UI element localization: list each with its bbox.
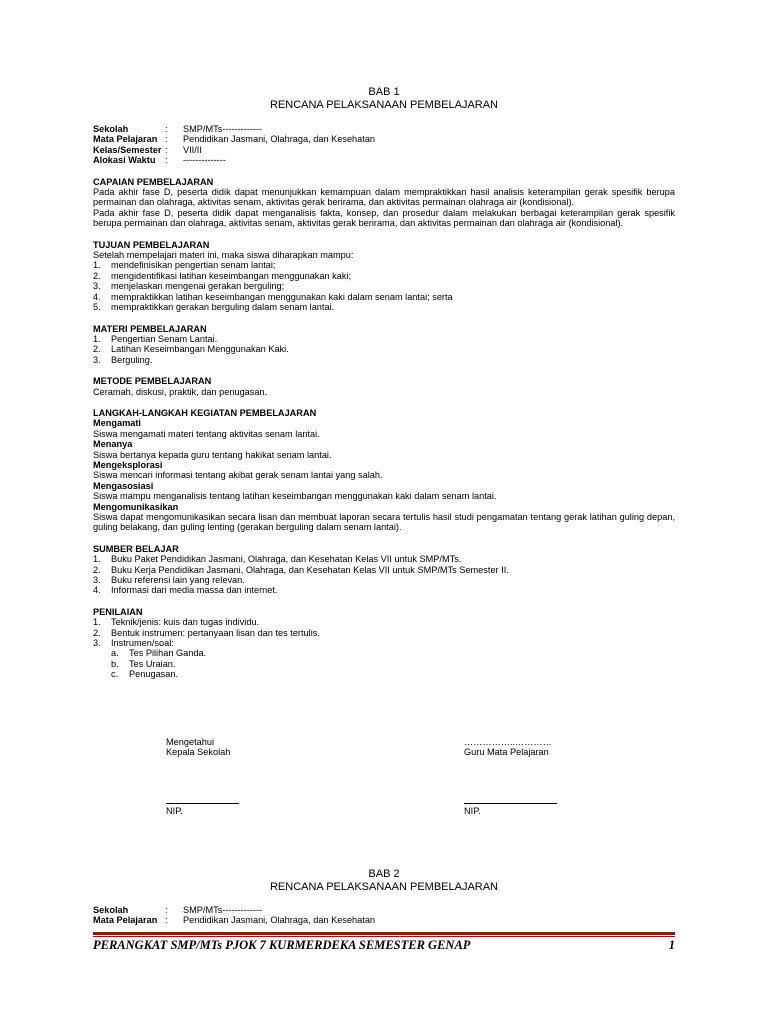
signature-right: ……………..………… Guru Mata Pelajaran xyxy=(464,737,552,758)
paragraph: Setelah mempelajari materi ini, maka siswa diharapkan mampu: xyxy=(93,250,354,261)
chapter-number: BAB 1 xyxy=(368,86,400,98)
footer-rule xyxy=(93,932,675,935)
section-heading: TUJUAN PEMBELAJARAN xyxy=(93,239,210,250)
numbered-list xyxy=(93,554,675,596)
section-penilaian xyxy=(93,607,675,680)
step-text: Siswa dapat mengomunikasikan secara lisan dan membuat laporan secara tertulis hasil studi pengamatan tentang gerak latihan guling depan, guling belakang, dan guling lenting (gerakan berguling dalam senam lantai). xyxy=(93,512,675,533)
section-langkah xyxy=(93,408,675,533)
list-item: 5. mempraktikkan gerakan berguling dalam senam lantai. xyxy=(93,302,335,313)
list-item: 3. Berguling. xyxy=(93,354,153,365)
signature-line-left xyxy=(166,803,239,804)
info-row: Mata Pelajaran : Pendidikan Jasmani, Olahraga, dan Kesehatan xyxy=(93,915,376,926)
signature-left: Mengetahui Kepala Sekolah xyxy=(166,737,231,758)
section-heading: MATERI PEMBELAJARAN xyxy=(93,323,207,334)
list-item: 4. Informasi dari media massa dan internet. xyxy=(93,585,278,596)
paragraph: Ceramah, diskusi, praktik, dan penugasan. xyxy=(93,386,268,397)
list-item: a. Tes Pilihan Ganda. xyxy=(111,648,207,659)
section-materi xyxy=(93,324,675,366)
page-footer xyxy=(93,938,675,953)
step-heading: Mengasosiasi xyxy=(93,480,154,491)
list-item: 1. Buku Paket Pendidikan Jasmani, Olahraga, dan Kesehatan Kelas VII untuk SMP/MTs. xyxy=(93,554,462,565)
section-heading: SUMBER BELAJAR xyxy=(93,543,179,554)
paragraph: Pada akhir fase D, peserta didik dapat menganalisis fakta, konsep, dan prosedur dalam melakukan berbagai keterampilan gerak spesifik berupa permainan dan olahraga, aktivitas senam, aktivitas gerak berirama, dan aktivitas permainan dan olahraga air (kondisional). xyxy=(93,207,675,229)
list-item: 2. mengidentifikasi latihan keseimbangan menggunakan kaki; xyxy=(93,270,352,281)
footer-title: PERANGKAT SMP/MTs PJOK 7 KURMERDEKA SEMESTER GENAP xyxy=(93,938,471,952)
list-item: 1. Teknik/jenis: kuis dan tugas individu. xyxy=(93,617,260,628)
list-item: 3. Instrumen/soal: xyxy=(93,638,174,649)
step-text: Siswa mampu menganalisis tentang latihan keseimbangan menggunakan kaki dalam senam lantai. xyxy=(93,491,497,502)
section-metode xyxy=(93,376,675,397)
step-heading: Mengamati xyxy=(93,418,141,429)
info-row: Mata Pelajaran : Pendidikan Jasmani, Olahraga, dan Kesehatan xyxy=(93,134,376,145)
section-heading: METODE PEMBELAJARAN xyxy=(93,376,212,387)
chapter-1-heading xyxy=(0,86,768,112)
chapter-2-info xyxy=(93,905,675,926)
chapter-1-body xyxy=(93,124,675,680)
section-heading: LANGKAH-LANGKAH KEGIATAN PEMBELAJARAN xyxy=(93,407,317,418)
signature-line-right xyxy=(464,803,557,804)
chapter-title: RENCANA PELAKSANAAN PEMBELAJARAN xyxy=(269,881,499,893)
list-item: 1. mendefinisikan pengertian senam lantai; xyxy=(93,260,276,271)
list-item: 2. Latihan Keseimbangan Menggunakan Kaki. xyxy=(93,344,289,355)
list-item: 2. Bentuk instrumen: pertanyaan lisan dan tes tertulis. xyxy=(93,627,320,638)
chapter-title: RENCANA PELAKSANAAN PEMBELAJARAN xyxy=(269,99,499,111)
list-item: 1. Pengertian Senam Lantai. xyxy=(93,333,218,344)
numbered-list xyxy=(93,617,675,648)
step-text: Siswa mengamati materi tentang aktivitas senam lantai. xyxy=(93,428,320,439)
page-number: 1 xyxy=(668,938,675,952)
step-text: Siswa mencari informasi tentang akibat gerak senam lantai yang salah. xyxy=(93,470,383,481)
section-tujuan xyxy=(93,240,675,313)
section-heading: PENILAIAN xyxy=(93,606,143,617)
chapter-2-heading xyxy=(0,868,768,894)
nip-left: NIP. xyxy=(166,806,183,816)
paragraph: Pada akhir fase D, peserta didik dapat menunjukkan kemampuan dalam mempraktikkan hasil analisis keterampilan gerak spesifik berupa permainan dan olahraga, aktivitas senam, aktivitas gerak berirama, dan aktivitas permainan olahraga air (kondisional). xyxy=(93,187,675,208)
section-heading: CAPAIAN PEMBELAJARAN xyxy=(93,176,214,187)
step-heading: Mengomunikasikan xyxy=(93,501,179,512)
list-item: c. Penugasan. xyxy=(111,669,179,680)
list-item: 3. Buku referensi lain yang relevan. xyxy=(93,575,245,586)
info-table xyxy=(93,124,675,166)
nip-right: NIP. xyxy=(464,806,481,816)
chapter-number: BAB 2 xyxy=(368,868,400,880)
info-row: Kelas/Semester : VII/II xyxy=(93,144,202,155)
info-row: Sekolah : SMP/MTs------------- xyxy=(93,124,263,134)
step-heading: Mengeksplorasi xyxy=(93,459,163,470)
info-row: Alokasi Waktu : -------------- xyxy=(93,155,226,166)
section-sumber xyxy=(93,544,675,596)
list-item: 2. Buku Kerja Pendidikan Jasmani, Olahraga, dan Kesehatan Kelas VII untuk SMP/MTs Semester II. xyxy=(93,564,509,575)
section-capaian xyxy=(93,177,675,229)
list-item: 3. menjelaskan mengenai gerakan berguling; xyxy=(93,281,285,292)
footer-rule xyxy=(93,936,675,937)
list-item: b. Tes Uraian. xyxy=(111,658,176,669)
step-text: Siswa bertanya kepada guru tentang hakikat senam lantai. xyxy=(93,449,332,460)
info-row: Sekolah : SMP/MTs------------- xyxy=(93,905,263,915)
numbered-list xyxy=(93,334,675,365)
lettered-sublist xyxy=(93,648,675,679)
list-item: 4. mempraktikkan latihan keseimbangan menggunakan kaki dalam senam lantai; serta xyxy=(93,291,453,302)
step-heading: Menanya xyxy=(93,439,133,450)
numbered-list xyxy=(93,260,675,312)
